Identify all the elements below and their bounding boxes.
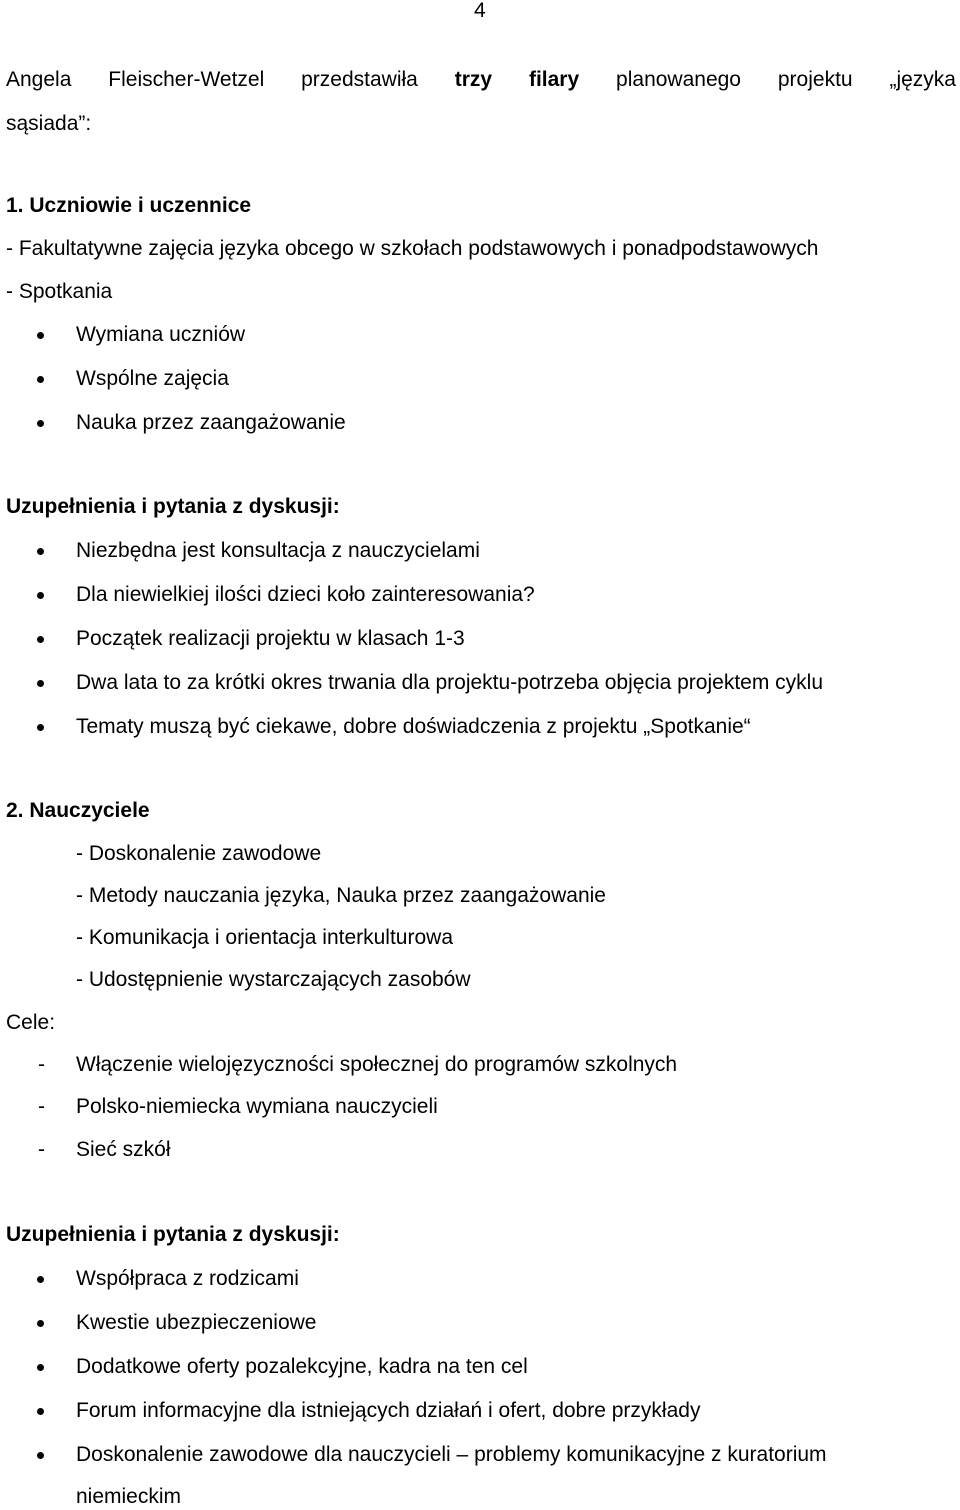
dash-item: - Komunikacja i orientacja interkulturowa — [76, 926, 454, 949]
bullet-icon — [37, 376, 44, 383]
list-item: Tematy muszą być ciekawe, dobre doświadczenia z projektu „Spotkanie“ — [76, 715, 751, 738]
list-item: Niezbędna jest konsultacja z nauczycielami — [76, 539, 480, 562]
intro-word: Fleischer-Wetzel — [108, 68, 265, 91]
intro-paragraph — [6, 67, 956, 93]
bullet-icon — [37, 724, 44, 731]
bullet-icon — [37, 592, 44, 599]
discussion-heading: Uzupełnienia i pytania z dyskusji: — [6, 495, 340, 518]
list-item: Wspólne zajęcia — [76, 367, 229, 390]
intro-word: przedstawiła — [301, 68, 418, 91]
goals-label: Cele: — [6, 1011, 56, 1034]
list-item: Nauka przez zaangażowanie — [76, 411, 346, 434]
dash-item: - Metody nauczania języka, Nauka przez zaangażowanie — [76, 884, 606, 907]
bullet-icon — [37, 1364, 44, 1371]
intro-word-bold: filary — [528, 68, 580, 91]
dash-item: - Udostępnienie wystarczających zasobów — [76, 968, 471, 991]
goal-item: Włączenie wielojęzyczności społecznej do programów szkolnych — [76, 1053, 678, 1076]
list-item: Współpraca z rodzicami — [76, 1267, 299, 1290]
bullet-icon — [37, 332, 44, 339]
dash-item: - Spotkania — [6, 280, 113, 303]
bullet-icon — [37, 636, 44, 643]
intro-word: projektu — [777, 68, 853, 91]
list-item: Forum informacyjne dla istniejących działań i ofert, dobre przykłady — [76, 1399, 701, 1422]
dash-marker: - — [38, 1095, 45, 1118]
discussion-heading: Uzupełnienia i pytania z dyskusji: — [6, 1223, 340, 1246]
section-heading: 2. Nauczyciele — [6, 799, 150, 822]
intro-word: „języka — [889, 68, 956, 91]
list-item: Wymiana uczniów — [76, 323, 246, 346]
list-item: Dla niewielkiej ilości dzieci koło zainteresowania? — [76, 583, 535, 606]
goal-item: Sieć szkół — [76, 1138, 171, 1161]
list-item: Doskonalenie zawodowe dla nauczycieli – problemy komunikacyjne z kuratorium — [76, 1443, 827, 1466]
page-number: 4 — [474, 0, 486, 22]
bullet-icon — [37, 1320, 44, 1327]
dash-marker: - — [38, 1053, 45, 1076]
bullet-icon — [37, 548, 44, 555]
goal-item: Polsko-niemiecka wymiana nauczycieli — [76, 1095, 438, 1118]
intro-line-2: sąsiada”: — [6, 112, 92, 135]
dash-item: - Doskonalenie zawodowe — [76, 842, 322, 865]
bullet-icon — [37, 1452, 44, 1459]
bullet-icon — [37, 680, 44, 687]
section-heading: 1. Uczniowie i uczennice — [6, 194, 252, 217]
intro-word-bold: trzy — [454, 68, 493, 91]
intro-word: Angela — [6, 68, 72, 91]
dash-item: - Fakultatywne zajęcia języka obcego w szkołach podstawowych i ponadpodstawowych — [6, 237, 819, 260]
list-item: Dwa lata to za krótki okres trwania dla projektu-potrzeba objęcia projektem cyklu — [76, 671, 824, 694]
list-item: Dodatkowe oferty pozalekcyjne, kadra na ten cel — [76, 1355, 528, 1378]
intro-word: planowanego — [616, 68, 741, 91]
list-item: Początek realizacji projektu w klasach 1-3 — [76, 627, 465, 650]
dash-marker: - — [38, 1138, 45, 1161]
list-item-continuation: niemieckim — [76, 1485, 182, 1508]
bullet-icon — [37, 1276, 44, 1283]
bullet-icon — [37, 420, 44, 427]
list-item: Kwestie ubezpieczeniowe — [76, 1311, 317, 1334]
bullet-icon — [37, 1408, 44, 1415]
